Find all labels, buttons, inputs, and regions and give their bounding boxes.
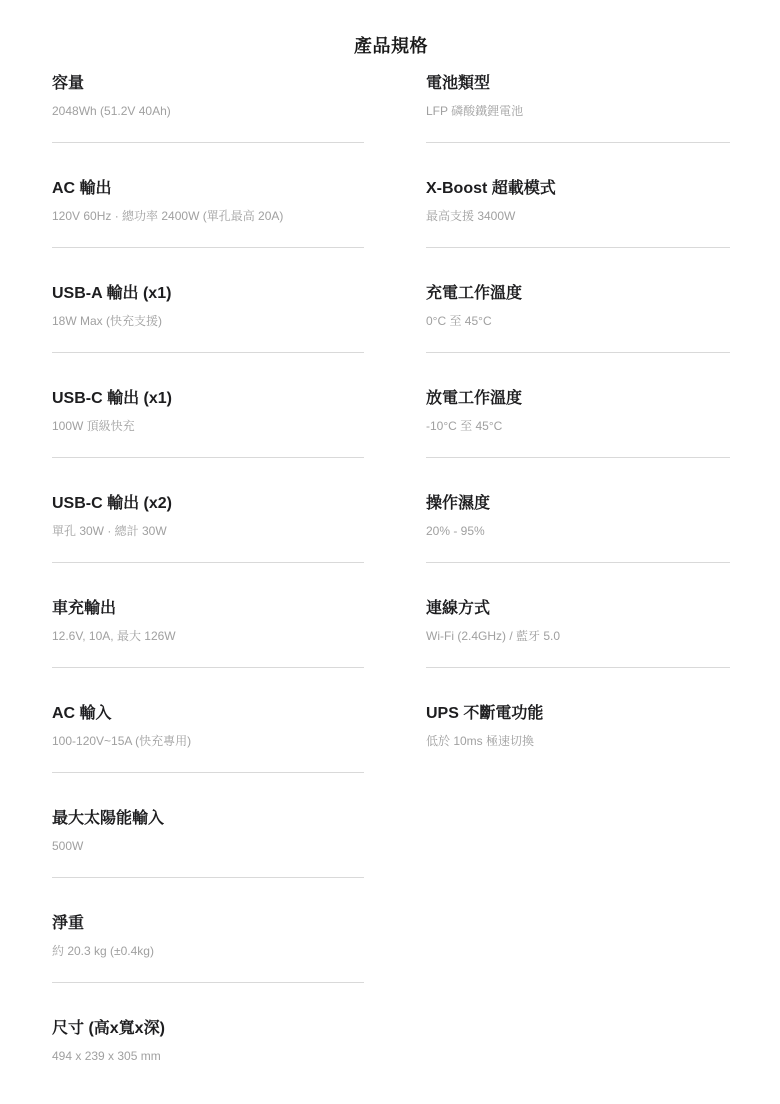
spec-value: 2048Wh (51.2V 40Ah)	[52, 104, 171, 118]
spec-label: USB-C 輸出 (x2)	[52, 495, 173, 512]
spec-value: 120V 60Hz · 總功率 2400W (單孔最高 20A)	[52, 209, 284, 223]
spec-column-right	[426, 75, 730, 772]
spec-label: 充電工作溫度	[426, 285, 523, 302]
spec-label: 連線方式	[426, 600, 491, 617]
spec-item-ups	[426, 705, 730, 772]
spec-value: 低於 10ms 極速切換	[426, 734, 535, 748]
spec-label: 車充輸出	[52, 600, 117, 617]
spec-item-connectivity	[426, 600, 730, 668]
spec-item-capacity	[52, 75, 364, 143]
spec-value: 20% - 95%	[426, 524, 485, 538]
spec-item-ac-output	[52, 180, 364, 248]
spec-value: 約 20.3 kg (±0.4kg)	[52, 944, 154, 958]
spec-label: USB-C 輸出 (x1)	[52, 390, 173, 407]
spec-label: 最大太陽能輸入	[52, 810, 165, 827]
spec-label: 電池類型	[426, 75, 491, 92]
spec-item-dimensions	[52, 1020, 364, 1087]
spec-value: Wi-Fi (2.4GHz) / 藍牙 5.0	[426, 629, 561, 643]
spec-value: 100W 頂級快充	[52, 419, 135, 433]
spec-grid	[52, 75, 730, 1087]
spec-label: X-Boost 超載模式	[426, 180, 556, 197]
spec-value: -10°C 至 45°C	[426, 419, 503, 433]
spec-item-car-output	[52, 600, 364, 668]
spec-item-xboost	[426, 180, 730, 248]
spec-label: UPS 不斷電功能	[426, 705, 544, 722]
spec-value: 494 x 239 x 305 mm	[52, 1049, 161, 1063]
spec-item-humidity	[426, 495, 730, 563]
spec-item-usbc-output-x1	[52, 390, 364, 458]
spec-label: AC 輸入	[52, 705, 112, 722]
spec-value: 100-120V~15A (快充專用)	[52, 734, 192, 748]
spec-label: 容量	[52, 75, 85, 92]
spec-label: 尺寸 (高x寬x深)	[52, 1020, 165, 1037]
spec-item-ac-input	[52, 705, 364, 773]
spec-value: 最高支援 3400W	[426, 209, 516, 223]
spec-value: 18W Max (快充支援)	[52, 314, 163, 328]
spec-value: 500W	[52, 839, 84, 853]
spec-value: LFP 磷酸鐵鋰電池	[426, 104, 524, 118]
spec-value: 12.6V, 10A, 最大 126W	[52, 629, 176, 643]
spec-label: 放電工作溫度	[426, 390, 523, 407]
spec-item-net-weight	[52, 915, 364, 983]
spec-value: 單孔 30W · 總計 30W	[52, 524, 167, 538]
spec-label: 淨重	[52, 915, 85, 932]
spec-value: 0°C 至 45°C	[426, 314, 492, 328]
spec-label: USB-A 輸出 (x1)	[52, 285, 172, 302]
spec-column-left	[52, 75, 364, 1087]
page-title: 產品規格	[354, 36, 428, 56]
spec-item-solar-input	[52, 810, 364, 878]
spec-label: 操作濕度	[426, 495, 491, 512]
spec-item-discharge-temp	[426, 390, 730, 458]
spec-item-battery-type	[426, 75, 730, 143]
spec-item-usba-output	[52, 285, 364, 353]
spec-label: AC 輸出	[52, 180, 112, 197]
spec-item-charge-temp	[426, 285, 730, 353]
spec-item-usbc-output-x2	[52, 495, 364, 563]
